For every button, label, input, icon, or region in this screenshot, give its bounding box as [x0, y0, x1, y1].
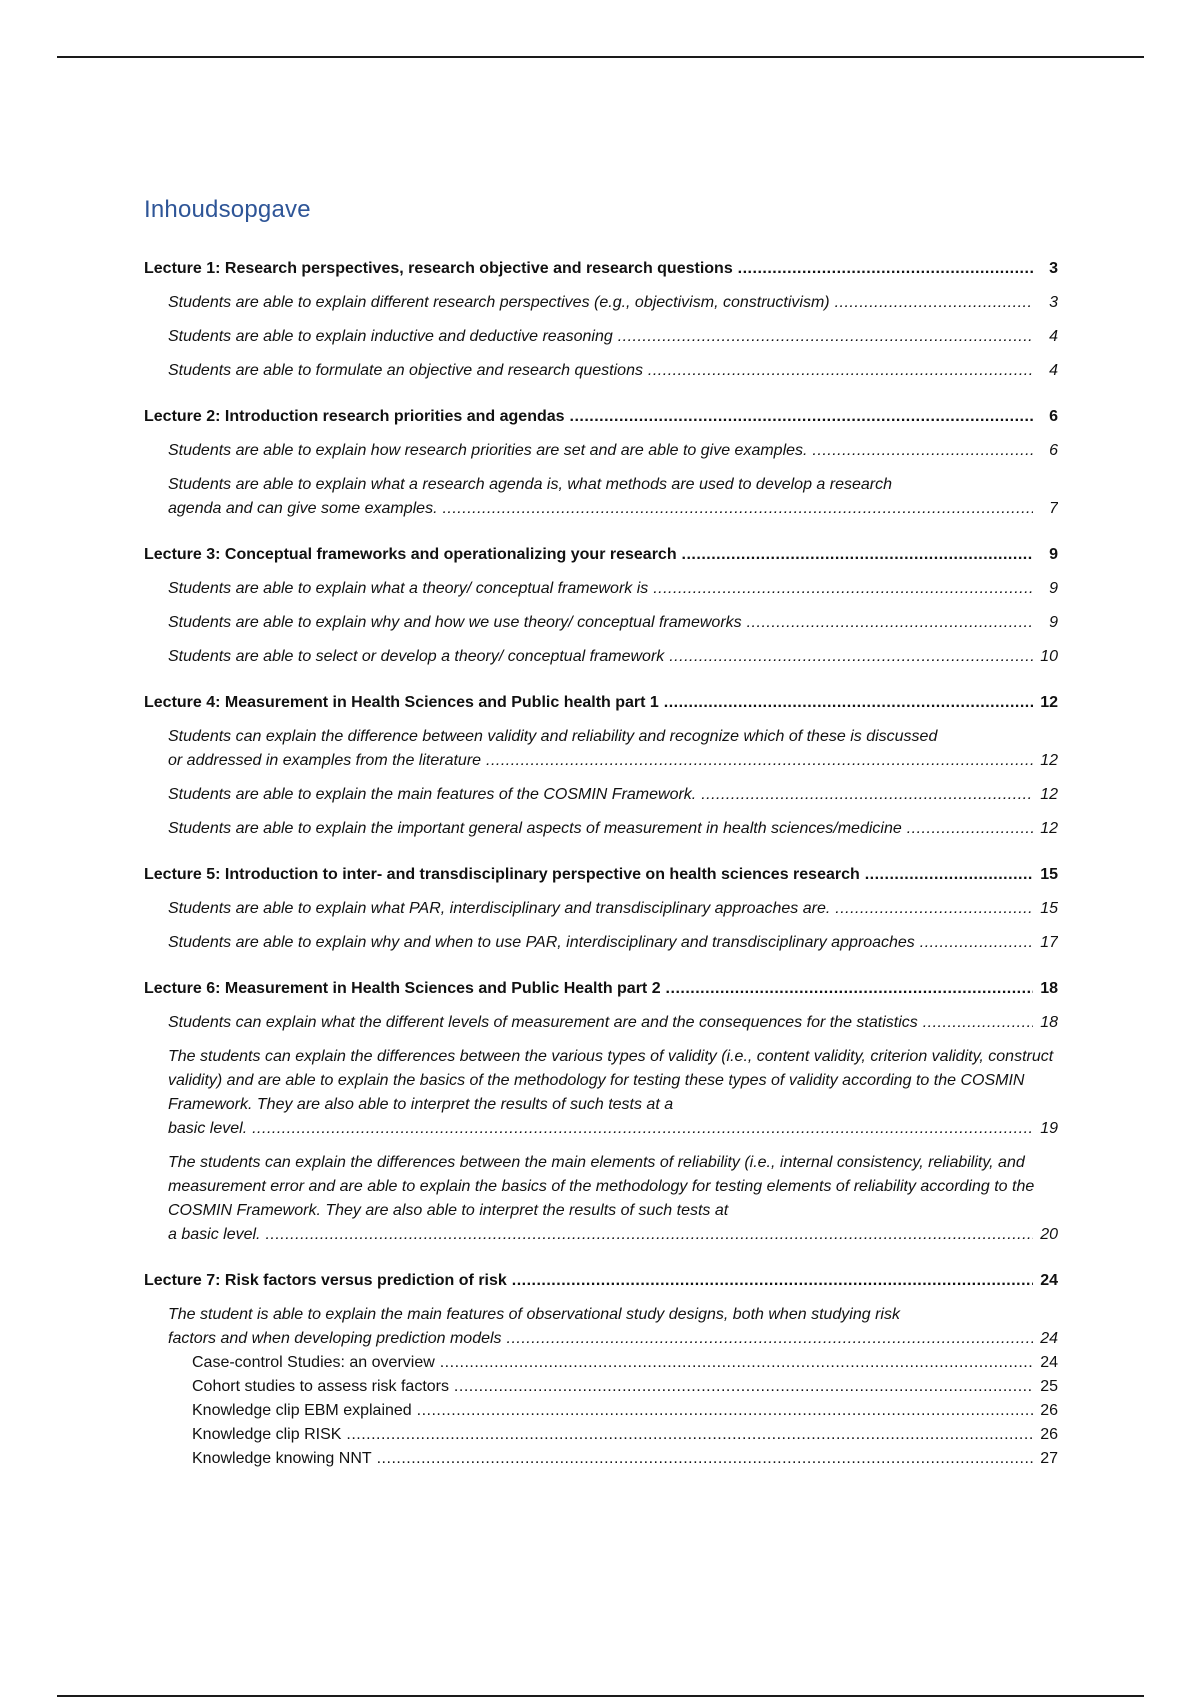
dot-leader	[261, 1226, 1059, 1243]
toc-objective-page: 3	[1033, 291, 1058, 315]
toc-objective-text-end: factors and when developing prediction models	[168, 1330, 502, 1347]
toc-lecture-3-text: Lecture 3: Conceptual frameworks and operationalizing your research	[144, 546, 677, 563]
dot-leader	[659, 694, 1058, 711]
dot-leader	[412, 1402, 1058, 1419]
toc-objective[interactable]	[168, 611, 1058, 635]
table-of-contents	[144, 195, 1058, 1471]
toc-lecture-7[interactable]	[144, 1269, 1058, 1293]
dot-leader	[643, 362, 1058, 379]
toc-objective[interactable]	[168, 325, 1058, 349]
toc-objective[interactable]	[168, 473, 1058, 521]
dot-leader	[435, 1354, 1058, 1371]
toc-subitem-page: 26	[1033, 1423, 1058, 1447]
toc-objective-text: Students are able to explain the important general aspects of measurement in health sciences/medicine	[168, 820, 902, 837]
toc-lecture-3[interactable]	[144, 543, 1058, 567]
toc-objective-page: 20	[1033, 1223, 1058, 1247]
toc-lecture-4-page: 12	[1033, 691, 1058, 715]
toc-objective-page: 6	[1033, 439, 1058, 463]
toc-lecture-6-text: Lecture 6: Measurement in Health Sciences and Public Health part 2	[144, 980, 661, 997]
toc-subitem-text: Cohort studies to assess risk factors	[192, 1378, 449, 1395]
toc-objective-text: Students are able to explain what a theory/ conceptual framework is	[168, 580, 649, 597]
toc-subitem-page: 25	[1033, 1375, 1058, 1399]
toc-subitem[interactable]	[192, 1423, 1058, 1447]
toc-subitem-page: 24	[1033, 1351, 1058, 1375]
toc-objective[interactable]	[168, 1045, 1058, 1141]
toc-lecture-1-page: 3	[1033, 257, 1058, 281]
dot-leader	[247, 1120, 1058, 1137]
toc-objective-page: 17	[1033, 931, 1058, 955]
toc-objective[interactable]	[168, 439, 1058, 463]
toc-lecture-5-text: Lecture 5: Introduction to inter- and transdisciplinary perspective on health sciences research	[144, 866, 860, 883]
toc-objective-page: 24	[1033, 1327, 1058, 1351]
toc-objective-text-end: a basic level.	[168, 1226, 261, 1243]
toc-lecture-5-page: 15	[1033, 863, 1058, 887]
dot-leader	[372, 1450, 1058, 1467]
toc-objective-page: 12	[1033, 817, 1058, 841]
dot-leader	[613, 328, 1058, 345]
toc-lecture-3-page: 9	[1033, 543, 1058, 567]
toc-objective-text-end: or addressed in examples from the literature	[168, 752, 482, 769]
toc-title: Inhoudsopgave	[144, 196, 311, 223]
dot-leader	[502, 1330, 1058, 1347]
dot-leader	[648, 580, 1058, 597]
dot-leader	[860, 866, 1058, 883]
toc-lecture-2-text: Lecture 2: Introduction research priorities and agendas	[144, 408, 565, 425]
toc-objective-text: The students can explain the differences between the main elements of reliability (i.e., internal consistency, reliability, and measurement error and are able to explain the basics of the methodology for testing elements of reliability according to the COSMIN Framework. They are also able to interpret the results of such tests at	[168, 1154, 1035, 1219]
toc-objective[interactable]	[168, 645, 1058, 669]
dot-leader	[677, 546, 1058, 563]
toc-objective-text: Students are able to explain inductive and deductive reasoning	[168, 328, 613, 345]
toc-subitem[interactable]	[192, 1375, 1058, 1399]
toc-lecture-6-page: 18	[1033, 977, 1058, 1001]
toc-objective-page: 4	[1033, 325, 1058, 349]
toc-objective-text-end: agenda and can give some examples.	[168, 500, 438, 517]
toc-objective[interactable]	[168, 725, 1058, 773]
toc-objective[interactable]	[168, 783, 1058, 807]
toc-subitem-text: Case-control Studies: an overview	[192, 1354, 435, 1371]
toc-objective-text: Students can explain the difference between validity and reliability and recognize which of these is discussed	[168, 728, 938, 745]
toc-objective-page: 18	[1033, 1011, 1058, 1035]
toc-subitem-text: Knowledge clip RISK	[192, 1426, 342, 1443]
toc-objective-text: Students are able to formulate an objective and research questions	[168, 362, 643, 379]
toc-subitem[interactable]	[192, 1447, 1058, 1471]
toc-objective-text: Students are able to select or develop a theory/ conceptual framework	[168, 648, 665, 665]
toc-objective[interactable]	[168, 291, 1058, 315]
header-rule	[57, 56, 1144, 58]
toc-objective[interactable]	[168, 931, 1058, 955]
dot-leader	[438, 500, 1058, 517]
toc-objective-text: Students are able to explain the main features of the COSMIN Framework.	[168, 786, 697, 803]
dot-leader	[341, 1426, 1058, 1443]
toc-objective-text: Students can explain what the different levels of measurement are and the consequences for the statistics	[168, 1014, 918, 1031]
toc-objective[interactable]	[168, 817, 1058, 841]
toc-subitem-text: Knowledge clip EBM explained	[192, 1402, 412, 1419]
toc-objective-text: Students are able to explain different research perspectives (e.g., objectivism, constructivism)	[168, 294, 830, 311]
dot-leader	[449, 1378, 1058, 1395]
dot-leader	[742, 614, 1058, 631]
dot-leader	[664, 648, 1058, 665]
toc-subitem-page: 27	[1033, 1447, 1058, 1471]
dot-leader	[807, 442, 1058, 459]
toc-lecture-7-text: Lecture 7: Risk factors versus prediction of risk	[144, 1272, 507, 1289]
toc-objective-page: 19	[1033, 1117, 1058, 1141]
toc-objective-text: Students are able to explain what PAR, interdisciplinary and transdisciplinary approaches are.	[168, 900, 831, 917]
toc-lecture-1[interactable]	[144, 257, 1058, 281]
toc-objective[interactable]	[168, 1303, 1058, 1351]
toc-objective-text: The student is able to explain the main features of observational study designs, both when studying risk	[168, 1306, 900, 1323]
toc-objective-text: Students are able to explain why and how we use theory/ conceptual frameworks	[168, 614, 742, 631]
toc-objective-page: 10	[1033, 645, 1058, 669]
toc-lecture-4[interactable]	[144, 691, 1058, 715]
toc-objective-page: 4	[1033, 359, 1058, 383]
toc-objective-page: 15	[1033, 897, 1058, 921]
toc-subitem-page: 26	[1033, 1399, 1058, 1423]
toc-lecture-4-text: Lecture 4: Measurement in Health Sciences and Public health part 1	[144, 694, 659, 711]
dot-leader	[481, 752, 1058, 769]
toc-lecture-7-page: 24	[1033, 1269, 1058, 1293]
dot-leader	[661, 980, 1058, 997]
toc-subitem[interactable]	[192, 1399, 1058, 1423]
toc-subitem[interactable]	[192, 1351, 1058, 1375]
toc-objective-text-end: basic level.	[168, 1120, 248, 1137]
toc-lecture-2-page: 6	[1033, 405, 1058, 429]
toc-objective[interactable]	[168, 1011, 1058, 1035]
dot-leader	[696, 786, 1058, 803]
dot-leader	[830, 900, 1058, 917]
toc-objective-page: 9	[1033, 577, 1058, 601]
dot-leader	[830, 294, 1058, 311]
toc-lecture-2[interactable]	[144, 405, 1058, 429]
toc-objective[interactable]	[168, 577, 1058, 601]
toc-lecture-1-text: Lecture 1: Research perspectives, research objective and research questions	[144, 260, 733, 277]
toc-objective-text: Students are able to explain what a research agenda is, what methods are used to develop a research	[168, 476, 893, 493]
toc-objective[interactable]	[168, 1151, 1058, 1247]
toc-objective-page: 7	[1033, 497, 1058, 521]
toc-objective-page: 12	[1033, 783, 1058, 807]
dot-leader	[733, 260, 1058, 277]
toc-objective[interactable]	[168, 897, 1058, 921]
footer-rule	[57, 1695, 1144, 1697]
toc-objective-text: Students are able to explain why and when to use PAR, interdisciplinary and transdisciplinary approaches	[168, 934, 915, 951]
toc-objective-text: The students can explain the differences between the various types of validity (i.e., content validity, criterion validity, construct validity) and are able to explain the basics of the methodology for testing these types of validity according to the COSMIN Framework. They are also able to interpret the results of such tests at a	[168, 1048, 1054, 1113]
toc-objective-text: Students are able to explain how research priorities are set and are able to give examples.	[168, 442, 808, 459]
toc-subitem-text: Knowledge knowing NNT	[192, 1450, 372, 1467]
toc-objective[interactable]	[168, 359, 1058, 383]
toc-lecture-6[interactable]	[144, 977, 1058, 1001]
dot-leader	[565, 408, 1058, 425]
toc-lecture-5[interactable]	[144, 863, 1058, 887]
toc-objective-page: 9	[1033, 611, 1058, 635]
dot-leader	[507, 1272, 1058, 1289]
toc-objective-page: 12	[1033, 749, 1058, 773]
toc-entries	[144, 257, 1058, 1471]
